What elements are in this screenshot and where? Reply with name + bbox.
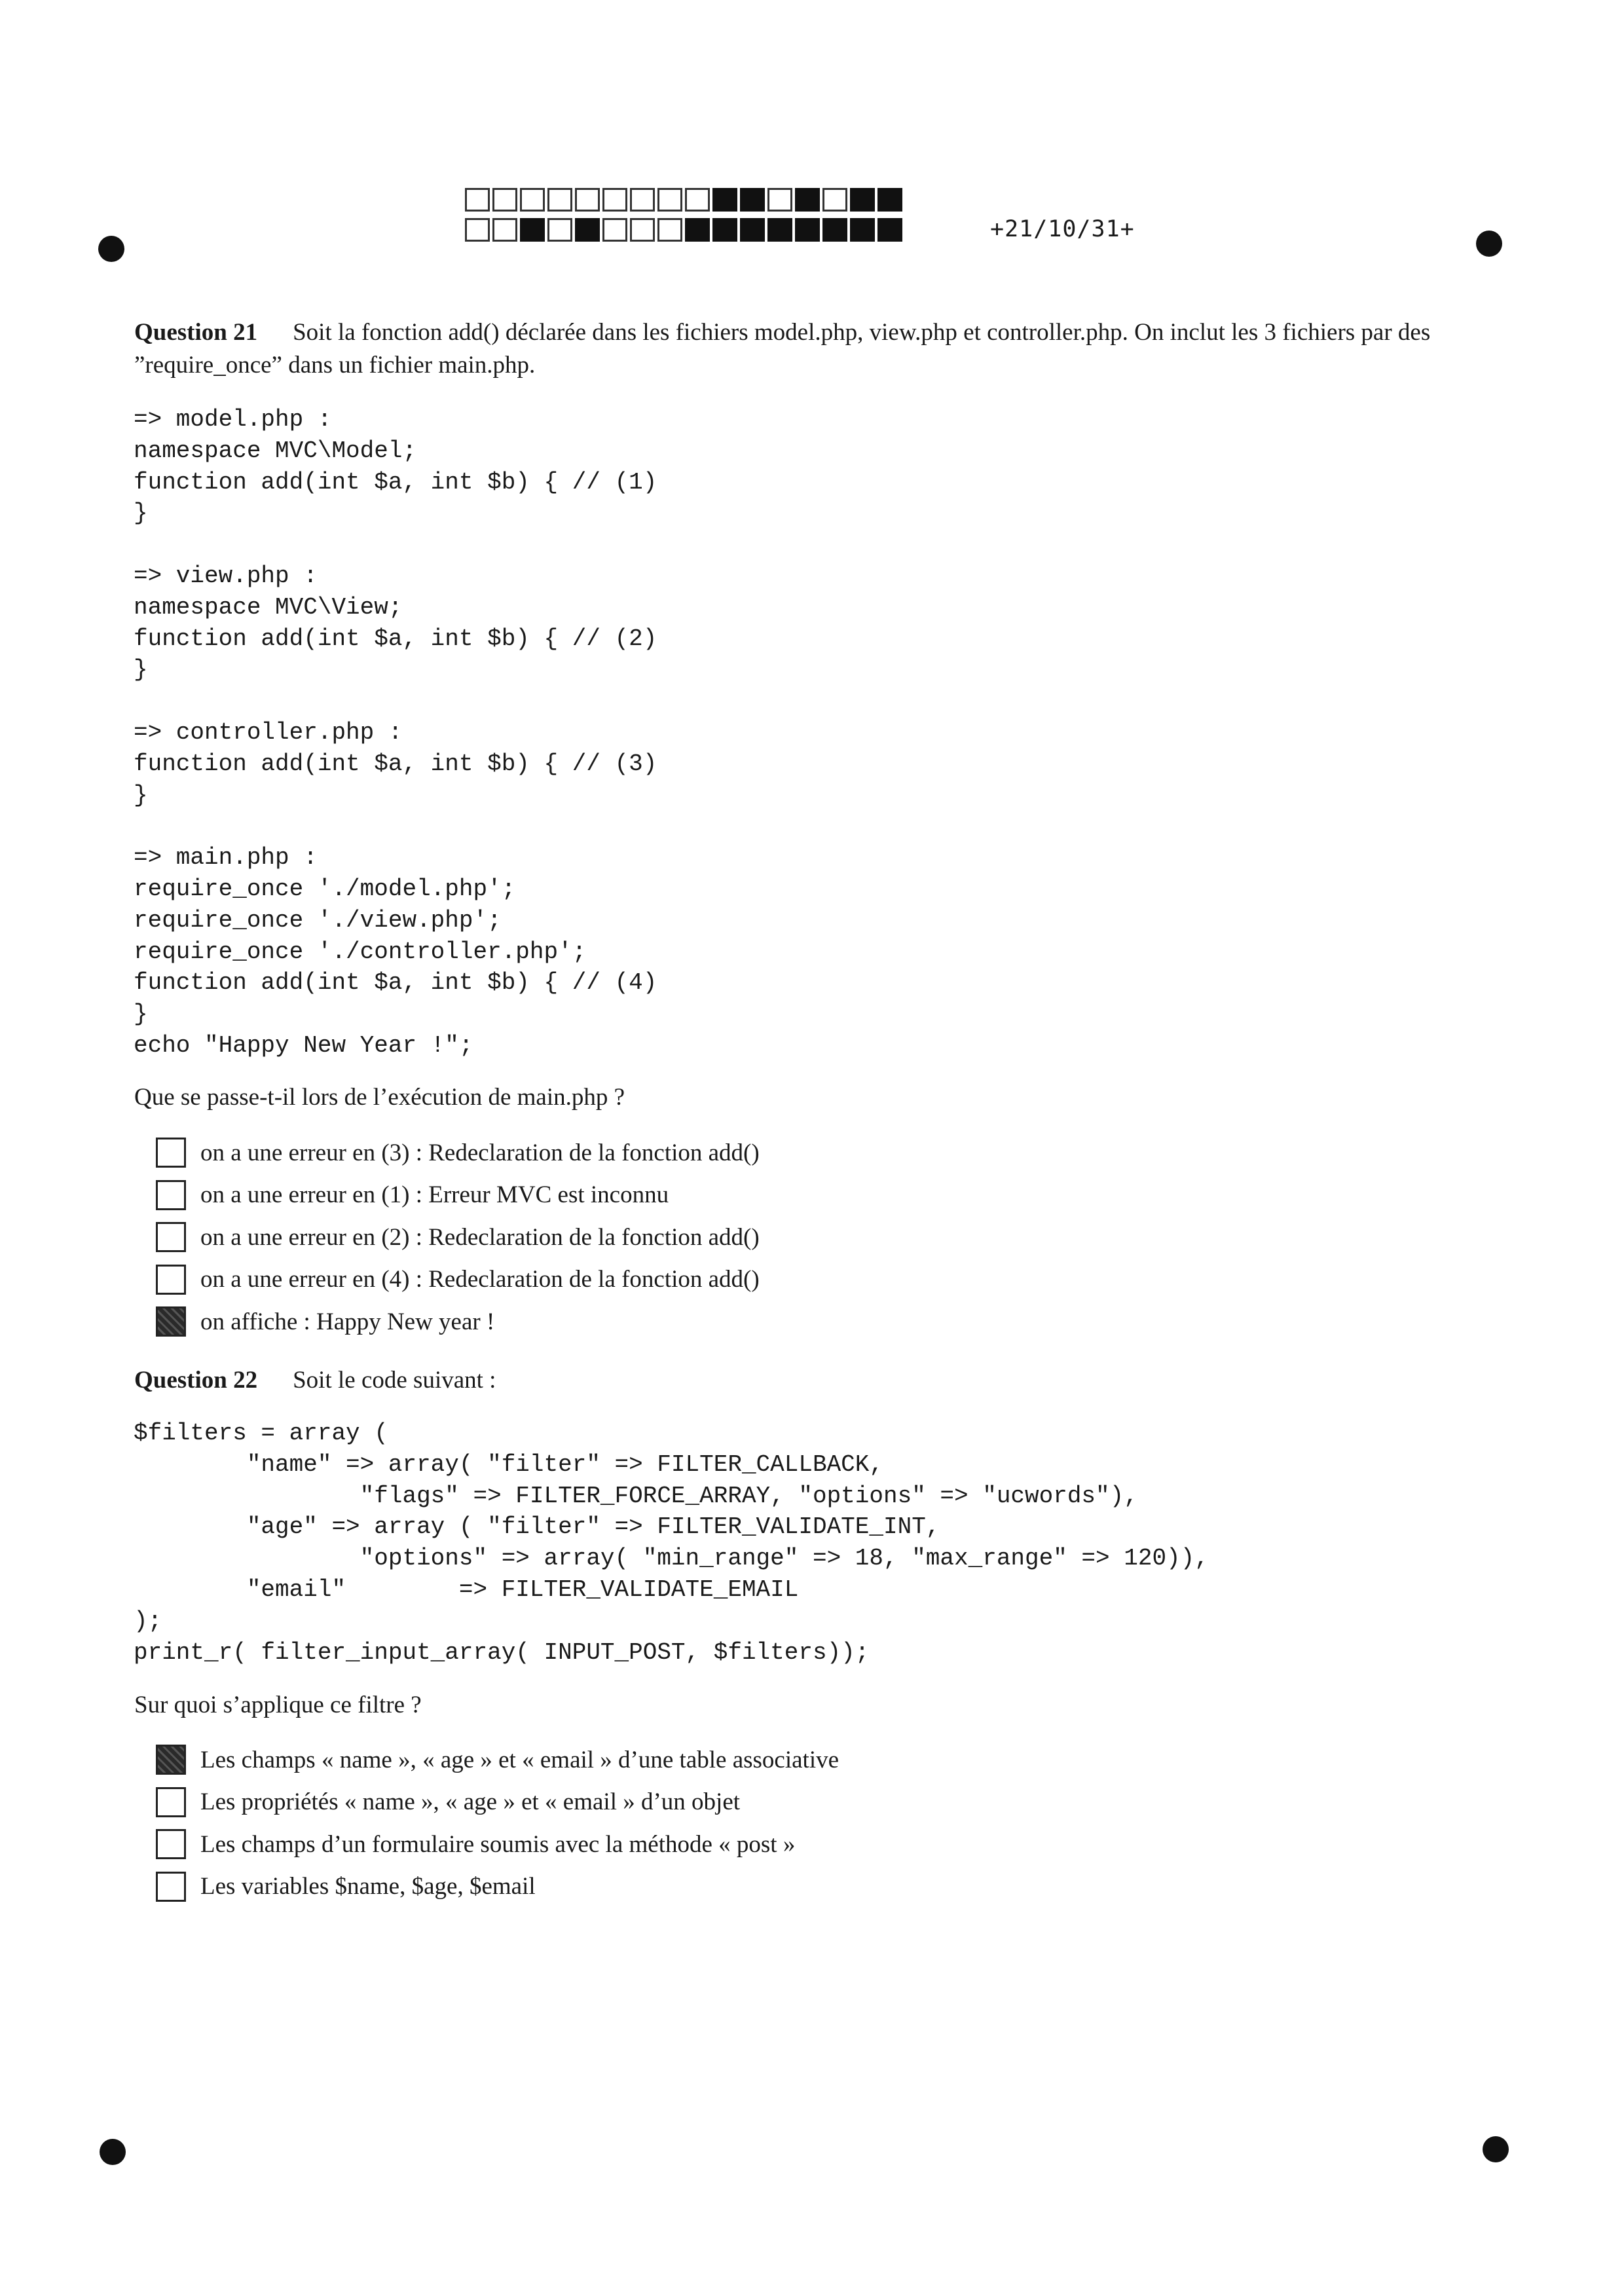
answer-text: Les propriétés « name », « age » et « email » d’un objet: [200, 1788, 741, 1816]
barcode-cell: [492, 188, 517, 212]
answer-option[interactable]: [156, 1301, 760, 1343]
answer-option[interactable]: [156, 1216, 760, 1259]
barcode-cell: [795, 188, 820, 212]
answer-option[interactable]: [156, 1739, 839, 1781]
barcode-cell: [712, 218, 737, 242]
answer-checkbox[interactable]: [156, 1138, 186, 1168]
question-label: Question 21: [134, 319, 258, 346]
barcode-cell: [712, 188, 737, 212]
question-22-answers: [156, 1739, 839, 1908]
answer-text: on a une erreur en (2) : Redeclaration de la fonction add(): [200, 1223, 760, 1251]
barcode-cell: [547, 218, 572, 242]
question-21-header: [134, 316, 1477, 382]
question-22-header: [134, 1364, 1477, 1397]
answer-checkbox[interactable]: [156, 1265, 186, 1295]
barcode-row-1: [465, 188, 905, 212]
barcode-cell: [740, 218, 765, 242]
question-22-prompt: Sur quoi s’applique ce filtre ?: [134, 1692, 422, 1718]
barcode-cell: [575, 218, 600, 242]
barcode-cell: [877, 188, 902, 212]
barcode-cell: [575, 188, 600, 212]
answer-checkbox[interactable]: [156, 1787, 186, 1817]
barcode-cell: [850, 188, 875, 212]
barcode-cell: [795, 218, 820, 242]
barcode-cell: [602, 218, 627, 242]
answer-checkbox[interactable]: [156, 1829, 186, 1859]
question-21-code: => model.php : namespace MVC\Model; function add(int $a, int $b) { // (1) } => view.php : namespace MVC\View; function add(int $a, int $b) { // (2) } => controller.php : function add(int $a, int $b) { // (3) } => main.php : require_once './model.php'; require_once './view.php'; require_once './controller.php'; function add(int $a, int $b) { // (4) } echo "Happy New Year !";: [134, 406, 657, 1059]
barcode-cell: [822, 188, 847, 212]
barcode-cell: [465, 218, 490, 242]
answer-text: Les champs d’un formulaire soumis avec la méthode « post »: [200, 1830, 796, 1858]
question-21-prompt: Que se passe-t-il lors de l’exécution de main.php ?: [134, 1084, 625, 1111]
answer-checkbox[interactable]: [156, 1745, 186, 1775]
question-label: Question 22: [134, 1367, 258, 1394]
answer-checkbox[interactable]: [156, 1222, 186, 1252]
barcode-cell: [767, 188, 792, 212]
page-id: +21/10/31+: [990, 216, 1135, 242]
barcode-cell: [520, 188, 545, 212]
barcode-cell: [520, 218, 545, 242]
barcode-cell: [657, 218, 682, 242]
answer-text: Les champs « name », « age » et « email » d’une table associative: [200, 1746, 840, 1773]
barcode-cell: [685, 188, 710, 212]
barcode-cell: [767, 218, 792, 242]
barcode-cell: [657, 188, 682, 212]
answer-checkbox[interactable]: [156, 1180, 186, 1210]
barcode-cell: [602, 188, 627, 212]
barcode-cell: [465, 188, 490, 212]
barcode-cell: [822, 218, 847, 242]
question-21-answers: [156, 1132, 760, 1343]
question-22-code: $filters = array ( "name" => array( "filter" => FILTER_CALLBACK, "flags" => FILTER_FORCE_ARRAY, "options" => "ucwords"), "age" => array ( "filter" => FILTER_VALIDATE_INT, "options" => array( "min_range" => 18, "max_range" => 120)), "email" => FILTER_VALIDATE_EMAIL ); print_r( filter_input_array( INPUT_POST, $filters));: [134, 1420, 1209, 1666]
answer-option[interactable]: [156, 1132, 760, 1174]
answer-option[interactable]: [156, 1866, 839, 1908]
registration-mark-bottom-left: [100, 2139, 126, 2165]
question-text: Soit la fonction add() déclarée dans les fichiers model.php, view.php et controller.php. On inclut les 3 fichiers par des ”require_once” dans un fichier main.php.: [134, 319, 1431, 379]
barcode-cell: [630, 218, 655, 242]
answer-checkbox[interactable]: [156, 1872, 186, 1902]
barcode-cell: [740, 188, 765, 212]
answer-text: on a une erreur en (3) : Redeclaration de la fonction add(): [200, 1139, 760, 1166]
answer-text: on a une erreur en (4) : Redeclaration de la fonction add(): [200, 1266, 760, 1293]
barcode-cell: [630, 188, 655, 212]
answer-text: on a une erreur en (1) : Erreur MVC est inconnu: [200, 1181, 669, 1209]
barcode-cell: [877, 218, 902, 242]
answer-option[interactable]: [156, 1823, 839, 1866]
question-text: Soit le code suivant :: [293, 1367, 496, 1394]
answer-option[interactable]: [156, 1174, 760, 1217]
barcode-cell: [492, 218, 517, 242]
barcode-row-2: [465, 218, 905, 242]
answer-option[interactable]: [156, 1781, 839, 1824]
answer-text: on affiche : Happy New year !: [200, 1308, 495, 1335]
registration-mark-top-left: [98, 236, 124, 262]
answer-option[interactable]: [156, 1259, 760, 1301]
barcode-cell: [685, 218, 710, 242]
answer-text: Les variables $name, $age, $email: [200, 1873, 536, 1900]
answer-checkbox[interactable]: [156, 1306, 186, 1337]
barcode-cell: [547, 188, 572, 212]
registration-mark-top-right: [1476, 231, 1502, 257]
registration-mark-bottom-right: [1483, 2136, 1509, 2162]
barcode-cell: [850, 218, 875, 242]
